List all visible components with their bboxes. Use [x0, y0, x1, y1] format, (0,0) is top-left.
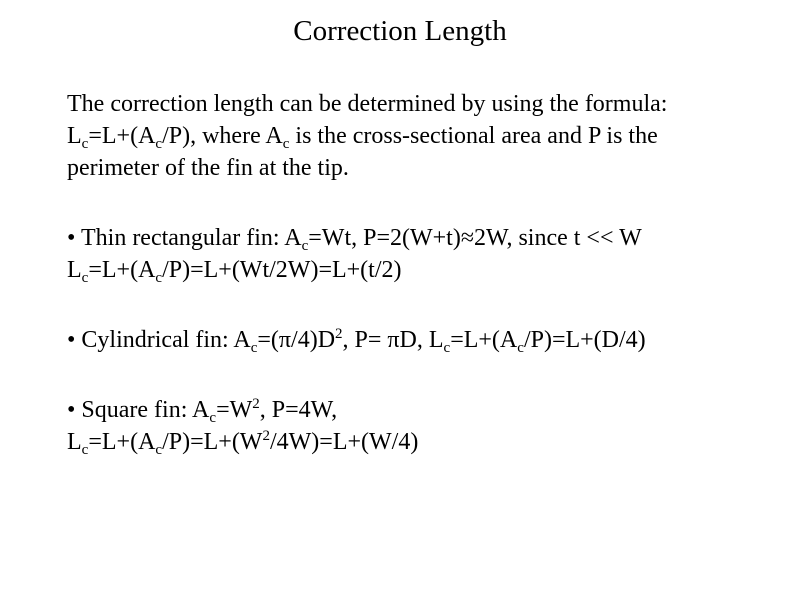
formula-text: =L+(A	[88, 123, 156, 149]
intro-text: The correction length can be determined by using the formula:	[67, 91, 668, 117]
subscript: c	[155, 136, 163, 152]
formula-text: /P)=L+(W	[162, 429, 263, 455]
subscript: c	[155, 270, 163, 286]
intro-text: is the cross-sectional area and P is the	[289, 123, 658, 149]
formula-text: /P)=L+(D/4)	[523, 327, 646, 353]
formula-text: Thin rectangular fin: A	[80, 225, 302, 251]
formula-text: =Wt, P=2(W+t)≈2W, since t << W	[308, 225, 642, 251]
formula-text: =L+(A	[88, 257, 156, 283]
formula-text: =L+(A	[88, 429, 156, 455]
spacer	[67, 356, 767, 394]
subscript: c	[301, 238, 309, 254]
formula-text: L	[67, 123, 82, 149]
intro-line-1	[67, 88, 767, 120]
spacer	[67, 286, 767, 324]
subscript: c	[209, 410, 217, 426]
slide-title: Correction Length	[293, 15, 507, 47]
formula-text: L	[67, 429, 82, 455]
formula-text: Cylindrical fin: A	[81, 327, 251, 353]
formula-text: L	[67, 257, 82, 283]
formula-text: , P=4W,	[259, 397, 338, 423]
subscript: c	[443, 340, 451, 356]
formula-text: /P)=L+(Wt/2W)=L+(t/2)	[162, 257, 402, 283]
formula-text: /4W)=L+(W/4)	[269, 429, 419, 455]
formula-text: Square fin: A	[81, 397, 210, 423]
intro-text: perimeter of the fin at the tip.	[67, 155, 349, 181]
bullet-cylindrical-line-1	[67, 324, 767, 356]
subscript: c	[282, 136, 290, 152]
formula-text: =(π/4)D	[257, 327, 336, 353]
formula-text: , P= πD, L	[342, 327, 444, 353]
superscript: 2	[335, 326, 343, 342]
formula-text: =L+(A	[450, 327, 518, 353]
subscript: c	[81, 136, 89, 152]
subscript: c	[155, 442, 163, 458]
subscript: c	[250, 340, 258, 356]
spacer	[67, 184, 767, 222]
intro-line-2	[67, 120, 767, 152]
slide-body	[67, 88, 767, 458]
superscript: 2	[262, 428, 270, 444]
bullet-marker: •	[67, 327, 76, 353]
bullet-rectangular-line-2	[67, 254, 767, 286]
formula-text: =W	[216, 397, 253, 423]
bullet-rectangular-line-1	[67, 222, 767, 254]
subscript: c	[81, 442, 89, 458]
superscript: 2	[252, 396, 260, 412]
bullet-marker: •	[67, 397, 76, 423]
intro-line-3	[67, 152, 767, 184]
bullet-square-line-2	[67, 426, 767, 458]
bullet-square-line-1	[67, 394, 767, 426]
formula-text: /P), where A	[162, 123, 283, 149]
subscript: c	[81, 270, 89, 286]
subscript: c	[517, 340, 524, 356]
bullet-marker: •	[67, 225, 76, 251]
